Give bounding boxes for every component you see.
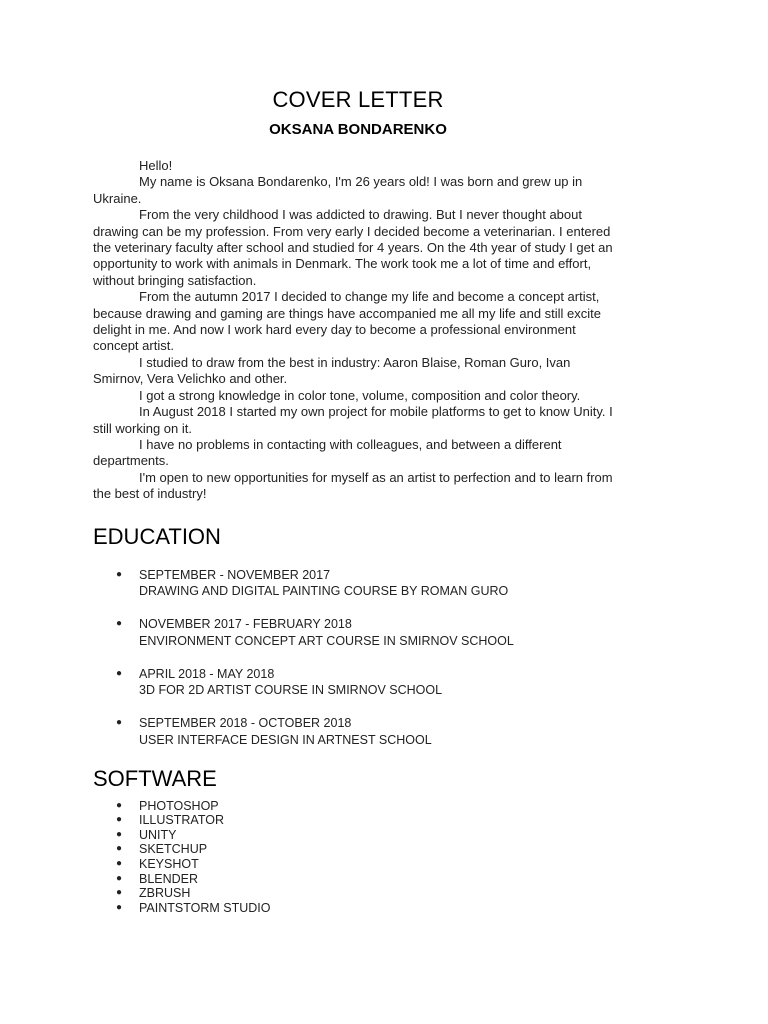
bullet-icon: ● xyxy=(116,568,123,580)
applicant-name: OKSANA BONDARENKO xyxy=(269,121,447,138)
software-item xyxy=(93,813,623,828)
letter-paragraph: I have no problems in contacting with colleagues, and between a different departments. xyxy=(93,436,562,469)
education-item xyxy=(93,616,623,649)
software-heading: SOFTWARE xyxy=(93,765,217,791)
education-item xyxy=(93,567,623,600)
software-name: UNITY xyxy=(139,827,177,842)
bullet-icon: ● xyxy=(116,667,123,679)
education-item xyxy=(93,666,623,699)
education-heading: EDUCATION xyxy=(93,523,221,549)
bullet-icon: ● xyxy=(116,814,123,826)
software-name: KEYSHOT xyxy=(139,856,199,871)
software-item xyxy=(93,799,623,814)
bullet-icon: ● xyxy=(116,618,123,630)
software-name: ZBRUSH xyxy=(139,886,191,901)
education-list xyxy=(93,567,623,749)
letter-paragraph: I'm open to new opportunities for myself as an artist to perfection and to learn from the best of industry! xyxy=(93,469,613,502)
education-dates: NOVEMBER 2017 - FEBRUARY 2018 xyxy=(139,617,352,632)
software-name: PAINTSTORM STUDIO xyxy=(139,900,271,915)
bullet-icon: ● xyxy=(116,843,123,855)
letter-paragraph: My name is Oksana Bondarenko, I'm 26 years old! I was born and grew up in Ukraine. xyxy=(93,174,583,206)
document-title: COVER LETTER xyxy=(272,87,444,112)
software-list xyxy=(93,799,623,916)
software-item xyxy=(93,872,623,887)
education-course: DRAWING AND DIGITAL PAINTING COURSE BY ROMAN GURO xyxy=(139,584,509,599)
education-course: 3D FOR 2D ARTIST COURSE IN SMIRNOV SCHOOL xyxy=(139,683,443,698)
education-course: USER INTERFACE DESIGN IN ARTNEST SCHOOL xyxy=(139,732,432,747)
software-name: PHOTOSHOP xyxy=(139,798,219,813)
bullet-icon: ● xyxy=(116,717,123,729)
letter-paragraph: In August 2018 I started my own project for mobile platforms to get to know Unity. I still working on it. xyxy=(93,404,613,436)
software-item xyxy=(93,886,623,901)
education-dates: SEPTEMBER 2018 - OCTOBER 2018 xyxy=(139,716,352,731)
letter-body xyxy=(93,158,623,503)
bullet-icon: ● xyxy=(116,887,123,899)
education-course: ENVIRONMENT CONCEPT ART COURSE IN SMIRNOV SCHOOL xyxy=(139,633,514,648)
education-dates: SEPTEMBER - NOVEMBER 2017 xyxy=(139,567,331,582)
letter-paragraph: From the very childhood I was addicted to drawing. But I never thought about drawing can be my profession. From very early I decided become a veterinarian. I entered the veterinary faculty after school and studied for 4 years. On the 4th year of study I get an opportunity to work with animals in Denmark. The work took me a lot of time and effort, without bringing satisfaction. xyxy=(93,207,613,288)
letter-paragraph: From the autumn 2017 I decided to change my life and become a concept artist, because drawing and gaming are things have accompanied me all my life and still excite delight in me. And now I work hard every day to become a professional environment concept artist. xyxy=(93,289,602,354)
software-name: BLENDER xyxy=(139,871,199,886)
bullet-icon: ● xyxy=(116,799,123,811)
bullet-icon: ● xyxy=(116,857,123,869)
software-item xyxy=(93,901,623,916)
document-page xyxy=(93,86,623,915)
software-item xyxy=(93,857,623,872)
software-item xyxy=(93,828,623,843)
education-item xyxy=(93,715,623,748)
bullet-icon: ● xyxy=(116,828,123,840)
software-item xyxy=(93,842,623,857)
letter-paragraph: I studied to draw from the best in industry: Aaron Blaise, Roman Guro, Ivan Smirnov, Vera Velichko and other. xyxy=(93,354,571,387)
bullet-icon: ● xyxy=(116,872,123,884)
letter-paragraph: Hello! xyxy=(139,158,173,173)
software-name: SKETCHUP xyxy=(139,842,208,857)
bullet-icon: ● xyxy=(116,901,123,913)
software-name: ILLUSTRATOR xyxy=(139,813,224,828)
letter-paragraph: I got a strong knowledge in color tone, volume, composition and color theory. xyxy=(139,387,581,403)
education-dates: APRIL 2018 - MAY 2018 xyxy=(139,666,275,681)
